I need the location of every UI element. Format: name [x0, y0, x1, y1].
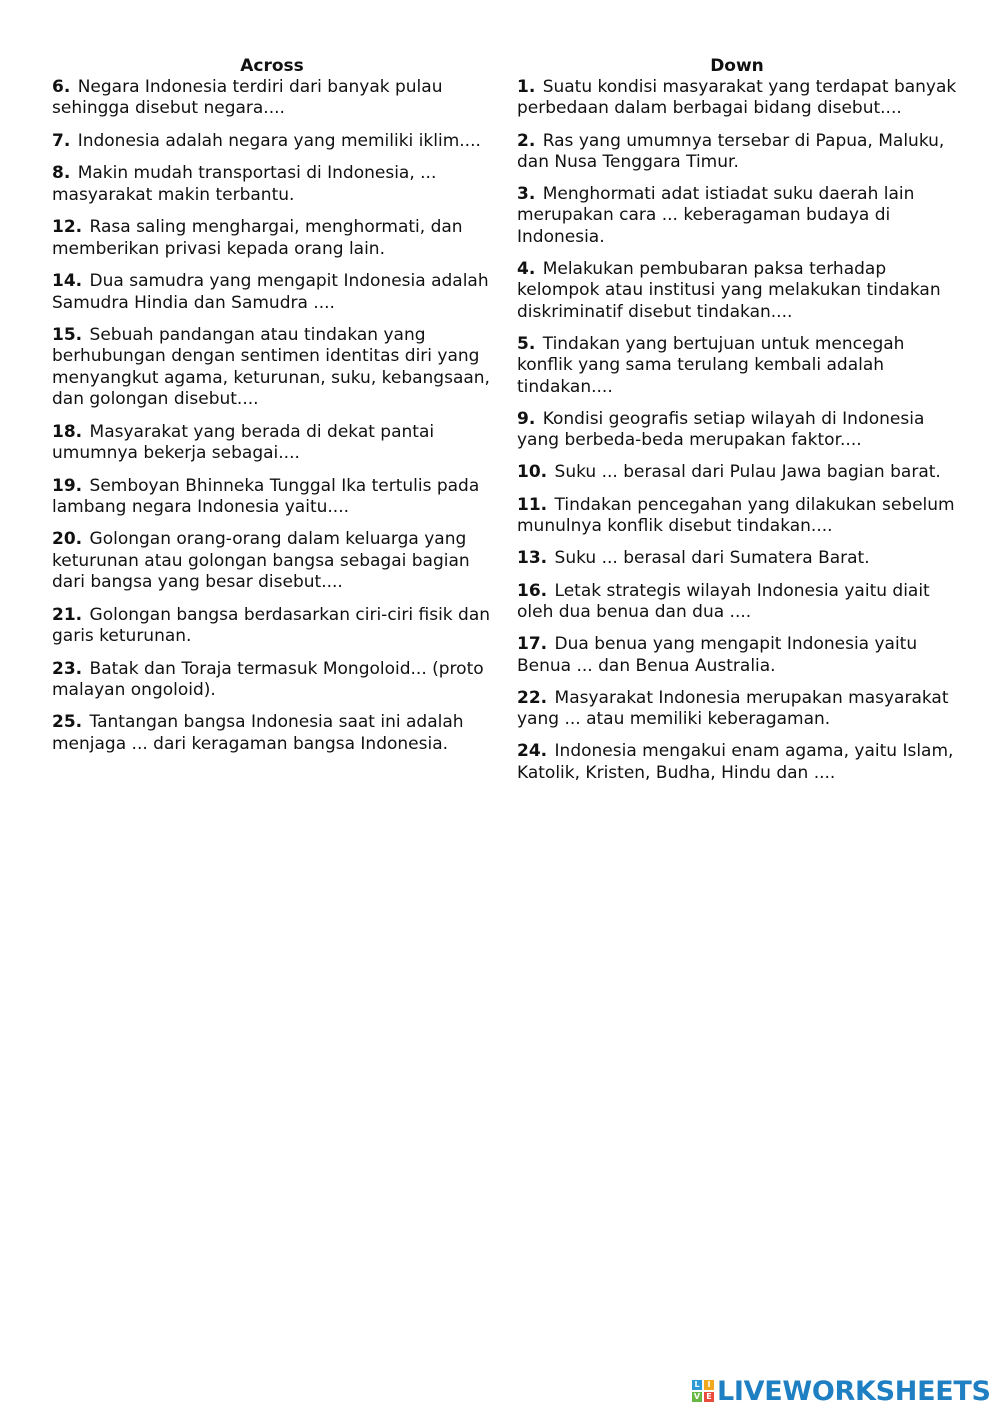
across-clue [52, 271, 492, 314]
clue-text: Sebuah pandangan atau tindakan yang berhubungan dengan sentimen identitas diri yang menyangkut agama, keturunan, suku, kebangsaan, dan golongan disebut.... [52, 325, 490, 410]
clue-number: 19. [52, 475, 83, 496]
clue-number: 10. [517, 462, 548, 483]
clue-number: 18. [52, 421, 83, 442]
clue-number: 16. [517, 580, 548, 601]
down-column [517, 56, 957, 795]
across-clue [52, 476, 492, 519]
clue-number: 6. [52, 77, 71, 97]
down-clue [517, 184, 957, 248]
clue-text: Tindakan yang bertujuan untuk mencegah konflik yang sama terulang kembali adalah tindakan.... [517, 333, 905, 397]
down-clue [517, 409, 957, 452]
across-clue [52, 325, 492, 410]
clue-number: 15. [52, 325, 83, 346]
logo-block: I [704, 1380, 714, 1390]
down-clue [517, 259, 957, 323]
across-column [52, 56, 492, 766]
logo-blocks-icon [692, 1380, 714, 1402]
clue-number: 11. [517, 494, 548, 515]
clue-text: Ras yang umumnya tersebar di Papua, Maluku, dan Nusa Tenggara Timur. [517, 130, 945, 172]
clue-number: 22. [517, 687, 548, 708]
clue-text: Dua samudra yang mengapit Indonesia adalah Samudra Hindia dan Samudra .... [52, 271, 489, 313]
clue-number: 7. [52, 130, 71, 151]
across-clue [52, 422, 492, 465]
down-heading: Down [710, 56, 764, 76]
clue-text: Dua benua yang mengapit Indonesia yaitu Benua ... dan Benua Australia. [517, 634, 918, 676]
clue-text: Masyarakat Indonesia merupakan masyarakat yang ... atau memiliki keberagaman. [517, 687, 949, 730]
clue-text: Masyarakat yang berada di dekat pantai umumnya bekerja sebagai.... [52, 421, 435, 463]
clue-number: 12. [52, 217, 83, 238]
across-clue [52, 659, 492, 702]
down-clue [517, 634, 957, 677]
across-clue [52, 712, 492, 755]
clue-text: Golongan bangsa berdasarkan ciri-ciri fisik dan garis keturunan. [52, 604, 491, 646]
clue-text: Menghormati adat istiadat suku daerah lain merupakan cara ... keberagaman budaya di Indonesia. [517, 184, 915, 247]
across-clue [52, 529, 492, 593]
across-heading: Across [240, 56, 304, 76]
clue-text: Negara Indonesia terdiri dari banyak pulau sehingga disebut negara.... [52, 77, 443, 119]
clue-text: Makin mudah transportasi di Indonesia, ... masyarakat makin terbantu. [52, 163, 437, 205]
clue-text: Suatu kondisi masyarakat yang terdapat banyak perbedaan dalam berbagai bidang disebut.... [517, 77, 957, 119]
down-clue [517, 334, 957, 398]
clue-number: 5. [517, 333, 536, 354]
across-clue-list [52, 77, 492, 755]
clue-text: Rasa saling menghargai, menghormati, dan memberikan privasi kepada orang lain. [52, 217, 463, 259]
clue-text: Semboyan Bhinneka Tunggal Ika tertulis pada lambang negara Indonesia yaitu.... [52, 475, 480, 517]
clue-text: Indonesia mengakui enam agama, yaitu Islam, Katolik, Kristen, Budha, Hindu dan .... [517, 741, 954, 783]
logo-block: V [693, 1392, 701, 1401]
clue-number: 25. [52, 712, 83, 733]
down-clue [517, 131, 957, 174]
clue-text: Tindakan pencegahan yang dilakukan sebelum munulnya konflik disebut tindakan.... [517, 494, 955, 537]
clue-text: Suku ... berasal dari Pulau Jawa bagian barat. [554, 462, 941, 483]
clue-text: Batak dan Toraja termasuk Mongoloid... (proto malayan ongoloid). [52, 658, 484, 700]
clue-number: 23. [52, 658, 83, 679]
clue-text: Indonesia adalah negara yang memiliki iklim.... [77, 130, 481, 151]
clue-text: Tantangan bangsa Indonesia saat ini adalah menjaga ... dari keragaman bangsa Indonesia. [52, 712, 464, 754]
across-clue [52, 131, 492, 152]
down-clue [517, 741, 957, 784]
down-clue [517, 548, 957, 569]
clue-text: Kondisi geografis setiap wilayah di Indonesia yang berbeda-beda merupakan faktor.... [517, 408, 925, 451]
across-clue [52, 217, 492, 260]
clue-number: 2. [517, 130, 536, 151]
across-clue [52, 77, 492, 120]
clue-text: Melakukan pembubaran paksa terhadap kelompok atau institusi yang melakukan tindakan diskriminatif disebut tindakan.... [517, 259, 941, 322]
down-clue-list [517, 77, 957, 784]
clue-number: 20. [52, 529, 83, 550]
across-clue [52, 605, 492, 648]
logo-block: E [704, 1392, 714, 1402]
across-clue [52, 163, 492, 206]
liveworksheets-logo[interactable] [692, 1374, 991, 1408]
clue-number: 24. [517, 741, 548, 762]
down-clue [517, 581, 957, 624]
clue-number: 3. [517, 184, 536, 205]
down-clue [517, 688, 957, 731]
clue-text: Golongan orang-orang dalam keluarga yang keturunan atau golongan bangsa sebagai bagian dari bangsa yang besar disebut.... [52, 529, 470, 593]
down-clue [517, 77, 957, 120]
clue-number: 9. [517, 408, 536, 429]
clue-number: 13. [517, 548, 548, 569]
logo-text: LIVEWORKSHEETS [717, 1375, 991, 1407]
clue-number: 21. [52, 604, 83, 625]
down-clue [517, 462, 957, 483]
down-clue [517, 495, 957, 538]
clue-number: 14. [52, 271, 83, 292]
clue-number: 17. [517, 634, 548, 655]
clue-text: Letak strategis wilayah Indonesia yaitu diait oleh dua benua dan dua .... [517, 580, 930, 622]
clue-number: 1. [517, 77, 536, 97]
clue-number: 4. [517, 259, 536, 280]
clue-number: 8. [52, 163, 71, 184]
logo-block: L [692, 1380, 702, 1390]
clue-text: Suku ... berasal dari Sumatera Barat. [554, 548, 870, 569]
